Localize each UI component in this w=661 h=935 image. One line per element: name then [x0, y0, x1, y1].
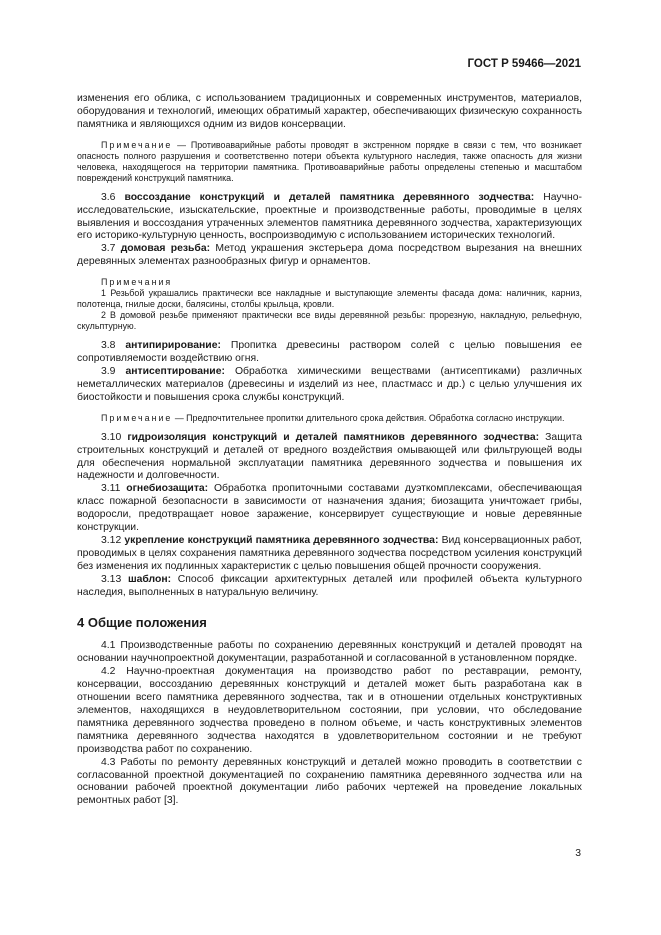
- clause-4-2: 4.2 Научно-проектная документация на производство работ по реставрации, ремонту, консервации, воссозданию деревянных конструкций и деталей может быть разработана как в отношении всего памятника деревянного зодчества, так и в отношении отдельных конструктивных элементов, находящихся в неудовлетворительном состоянии, при условии, что обследование памятника деревянного зодчества проведено в полном объеме, и часть конструктивных элементов памятника деревянного зодчества находятся в удовлетворительном состоянии и не требуют производства работ по сохранению.: [77, 666, 582, 755]
- notes-title: Примечания: [101, 277, 173, 288]
- term-name: гидроизоляция конструкций и деталей памятников деревянного зодчества:: [127, 431, 540, 443]
- term-name: укрепление конструкций памятника деревянного зодчества:: [124, 534, 439, 546]
- term-3-7: [77, 243, 582, 269]
- note-label: Примечание: [101, 139, 173, 150]
- term-definition: Вид консервационных работ, проводимых в целях сохранения памятника деревянного зодчества посредством усиления конструкций без изменения их подлинных характеристик с целью повышения общей прочности сооружения.: [77, 534, 582, 572]
- note-1: [77, 140, 582, 184]
- note-label: Примечание: [101, 412, 173, 423]
- term-3-8: [77, 340, 582, 366]
- term-number: 3.6: [101, 191, 125, 203]
- term-number: 3.13: [101, 573, 128, 585]
- term-definition: Обработка химическими веществами (антисептиками) различных неметаллических материалов (древесины и изделий из нее, пластмасс и др.) с целью улучшения их биостойкости и повышения срока службы конструкций.: [77, 365, 582, 403]
- term-3-11: [77, 483, 582, 535]
- clause-4-1: 4.1 Производственные работы по сохранению деревянных конструкций и деталей проводят на основании научнопроектной документации, разработанной и согласованной в установленном порядке.: [77, 640, 582, 665]
- note-item-2: 2 В домовой резьбе применяют практически все виды деревянной резьбы: прорезную, накладную, рельефную, скульптурную.: [77, 310, 582, 332]
- term-3-6: [77, 192, 582, 244]
- term-definition: Обработка пропиточными составами дуэткомплексами, обеспечивающая класс пожарной безопасности в зависимости от назначения здания; биозащита уничтожает грибы, водоросли, предотвращает новое заражение, консервирует существующие и новые деревянные конструкции.: [77, 483, 583, 534]
- term-number: 3.10: [101, 431, 128, 443]
- note-item-1: 1 Резьбой украшались практически все накладные и выступающие элементы фасада дома: наличник, карниз, полотенца, гнилые доски, балясины, столбы крыльца, кровли.: [77, 288, 582, 310]
- term-name: огнебиозащита:: [126, 483, 209, 495]
- document-code: ГОСТ Р 59466—2021: [467, 58, 581, 70]
- note-text: — Предпочтительнее пропитки длительного срока действия. Обработка согласно инструкции.: [172, 412, 565, 423]
- term-definition: Пропитка древесины раствором солей с целью повышения ее сопротивляемости воздействию огня.: [77, 340, 582, 365]
- page-number: 3: [575, 848, 581, 859]
- document-body: [77, 93, 582, 808]
- clause-4-3: 4.3 Работы по ремонту деревянных конструкций и деталей можно проводить в соответствии с согласованной проектной документацией по сохранению памятника деревянного зодчества или на основании рабочей проектной документации либо рабочих чертежей на проведение локальных ремонтных работ [3].: [77, 756, 582, 807]
- term-number: 3.9: [101, 365, 126, 377]
- term-definition: Способ фиксации архитектурных деталей или профилей объекта культурного наследия, выполненных в натуральную величину.: [77, 573, 582, 598]
- term-name: домовая резьба:: [120, 243, 211, 255]
- term-number: 3.11: [101, 483, 127, 495]
- term-definition: Метод украшения экстерьера дома посредством вырезания на внешних деревянных элементах разнообразных фигур и орнаментов.: [77, 243, 582, 268]
- term-name: антипирирование:: [125, 340, 221, 352]
- term-number: 3.7: [101, 243, 121, 255]
- term-number: 3.8: [101, 340, 126, 352]
- term-3-9: [77, 366, 582, 405]
- term-number: 3.12: [101, 534, 125, 546]
- term-3-13: [77, 574, 582, 600]
- section-4-heading: 4 Общие положения: [77, 615, 207, 631]
- term-3-10: [77, 432, 582, 484]
- term-3-12: [77, 535, 582, 574]
- note-text: — Противоаварийные работы проводят в экстренном порядке в связи с тем, что возникает опасность полного разрушения и соответственно потери объекта культурного наследия, также опасность для жизни человека, находящегося на территории памятника. Противоаварийные работы определены степенью и масштабом повреждений конструкций памятника.: [77, 139, 582, 183]
- term-name: антисептирование:: [125, 365, 225, 377]
- paragraph-continuation: изменения его облика, с использованием традиционных и современных инструментов, материалов, оборудования и технологий, имеющих обратимый характер, обеспечивающих физическую сохранность памятника и являющихся одним из видов консервации.: [77, 93, 582, 130]
- term-name: шаблон:: [127, 573, 172, 585]
- note-3: [77, 413, 582, 424]
- term-definition: Защита строительных конструкций и деталей от вредного воздействия омывающей или фильтрующей воды для обеспечения нормальной эксплуатации памятника деревянного зодчества и повышения их надежности и долговечности.: [77, 431, 582, 482]
- term-name: воссоздание конструкций и деталей памятника деревянного зодчества:: [124, 191, 535, 203]
- term-definition: Научно-исследовательские, изыскательские, проектные и производственные работы, проводимые в целях выявления и воссоздания утраченных элементов памятника деревянного зодчества, характеризующих его историко-культурную ценность, воспроизводимую с использованием исторических технологий.: [77, 191, 582, 242]
